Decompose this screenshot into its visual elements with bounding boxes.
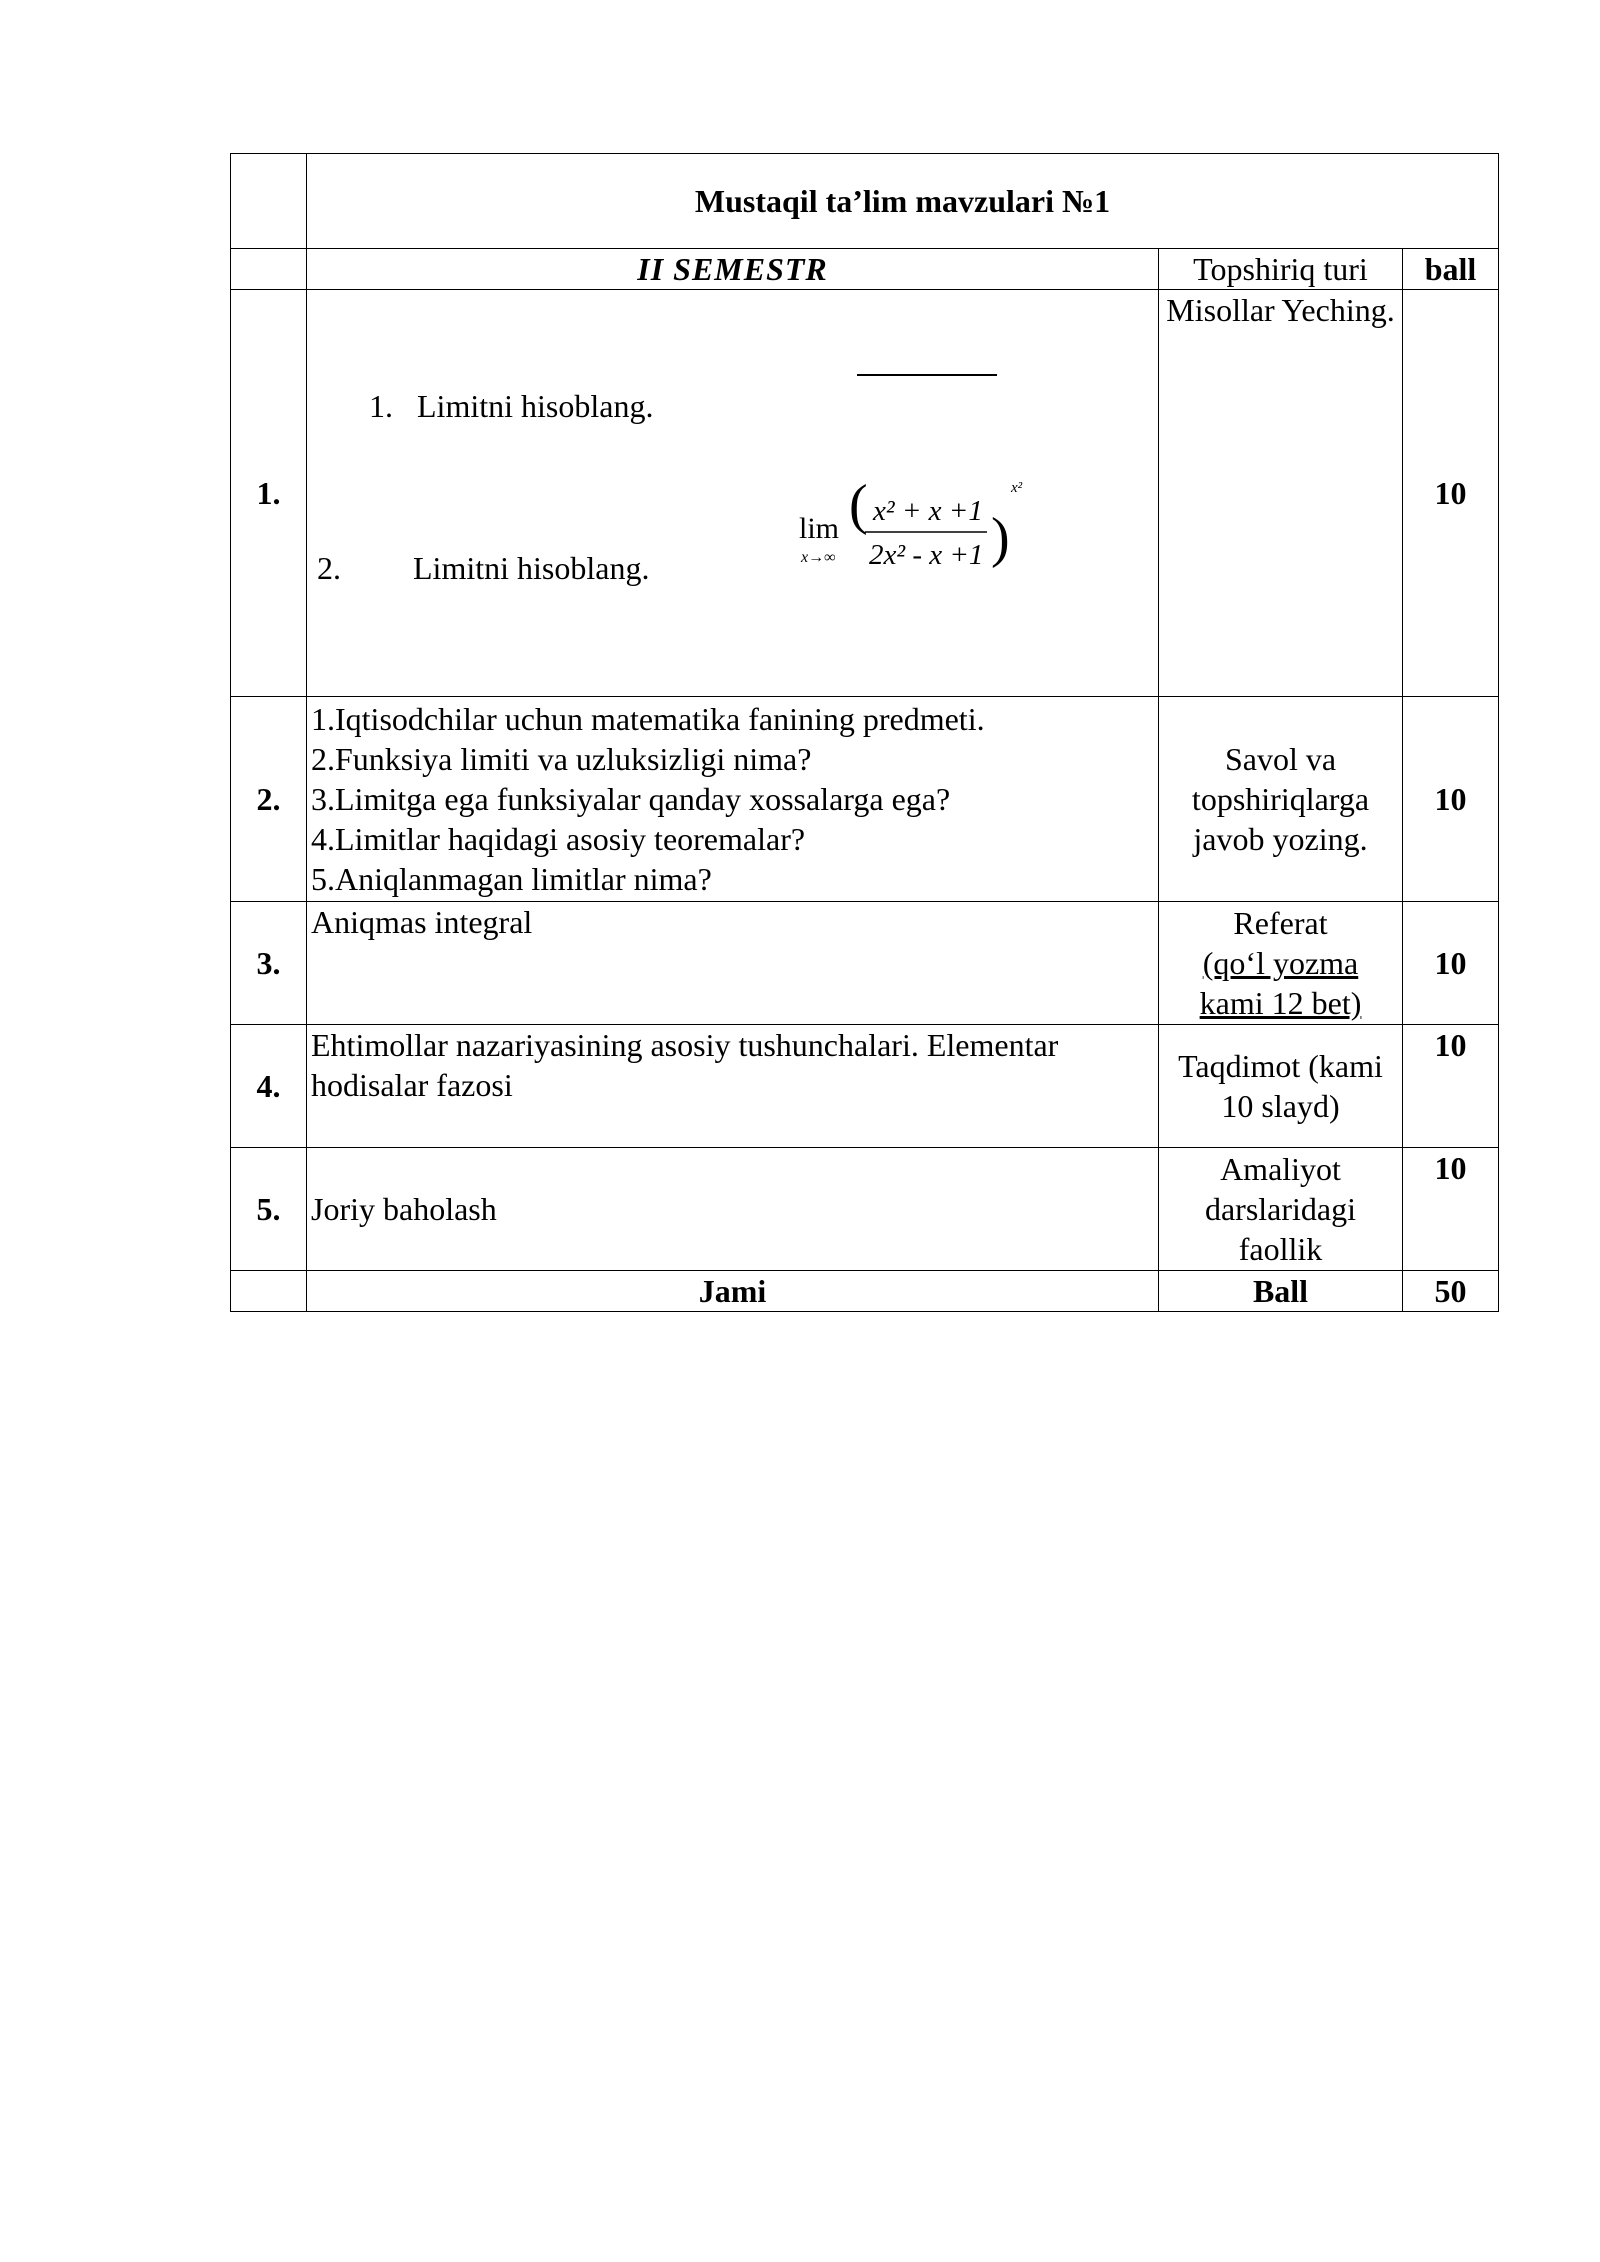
score-column-header: ball [1403,249,1499,290]
task-type: Savol va topshiriqlarga javob yozing. [1159,697,1403,902]
total-score: 50 [1403,1271,1499,1312]
assignment-table [230,153,1499,1312]
total-type: Ball [1159,1271,1403,1312]
table-row [231,902,1499,1025]
formula-right-paren: ) [991,507,1010,569]
task-type: Amaliyot darslaridagi faollik [1159,1148,1403,1271]
semester-header-row [231,249,1499,290]
blank-line [857,374,997,376]
task-type-line: Referat [1233,905,1328,941]
question-item: 3.Limitga ega funksiyalar qanday xossalarga ega? [311,781,951,817]
formula-left-paren: ( [849,478,868,536]
task-cell [307,290,1159,697]
formula-lim: lim [799,512,840,545]
total-row [231,1271,1499,1312]
task-type: Taqdimot (kami 10 slayd) [1159,1025,1403,1148]
task-topic: Joriy baholash [307,1148,1159,1271]
title-corner-cell [231,154,307,249]
row-number: 5. [231,1148,307,1271]
task-score: 10 [1403,290,1499,697]
task-type [1159,902,1403,1025]
limit-formula [799,478,1039,582]
task-type-line: kami 12 bet) [1199,985,1362,1021]
title-row [231,154,1499,249]
table-row [231,1025,1499,1148]
task-score: 10 [1403,697,1499,902]
task-score: 10 [1403,1025,1499,1148]
question-item: 5.Aniqlanmagan limitlar nima? [311,861,712,897]
task-type-line: (qo‘l yozma [1202,945,1359,981]
formula-numerator: x² + x +1 [873,495,983,527]
task-item-1: 1. Limitni hisoblang. [369,388,654,424]
question-item: 2.Funksiya limiti va uzluksizligi nima? [311,741,812,777]
formula-exponent: x² [1011,480,1023,496]
table-row [231,1148,1499,1271]
semester-label: II SEMESTR [307,249,1159,290]
type-column-header: Topshiriq turi [1159,249,1403,290]
formula-denominator: 2x² - x +1 [869,539,984,571]
row-number: 4. [231,1025,307,1148]
question-item: 1.Iqtisodchilar uchun matematika fanining predmeti. [311,701,985,737]
table-row [231,290,1499,697]
task-topic: Aniqmas integral [307,902,1159,1025]
row-number: 2. [231,697,307,902]
task-type: Misollar Yeching. [1159,290,1403,697]
total-label: Jami [307,1271,1159,1312]
row-number: 3. [231,902,307,1025]
table-row [231,697,1499,902]
task-score: 10 [1403,902,1499,1025]
task-topic: Ehtimollar nazariyasining asosiy tushunchalari. Elementar hodisalar fazosi [307,1025,1159,1148]
question-item: 4.Limitlar haqidagi asosiy teoremalar? [311,821,806,857]
task-item-2: 2. Limitni hisoblang. [317,550,650,586]
question-list [307,697,1159,902]
task-score: 10 [1403,1148,1499,1271]
row-number: 1. [231,290,307,697]
formula-subscript: x→∞ [801,549,836,566]
table-title: Mustaqil ta’lim mavzulari №1 [307,154,1499,249]
